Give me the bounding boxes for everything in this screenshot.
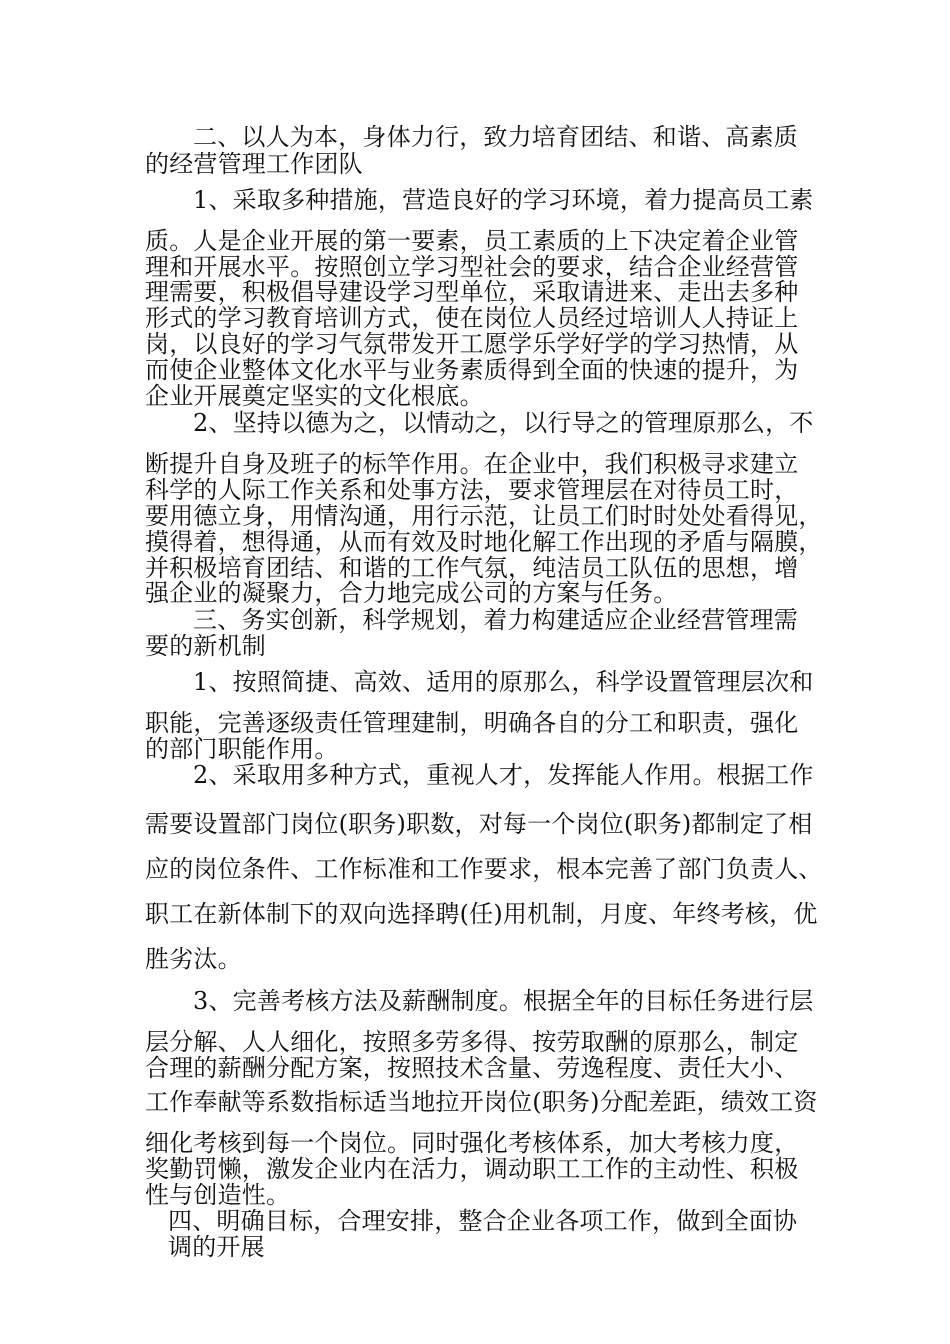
paragraph-line: 要用德立身，用情沟通，用行示范，让员工们时时处处看得见， bbox=[145, 502, 823, 530]
paragraph-line: 合理的薪酬分配方案，按照技术含量、劳逸程度、责任大小、 bbox=[145, 1054, 799, 1082]
paragraph-line: 理需要，积极倡导建设学习型单位，采取请进来、走出去多种 bbox=[145, 278, 799, 306]
paragraph-line: 2、采取用多种方式，重视人才，发挥能人作用。根据工作 bbox=[193, 761, 814, 789]
paragraph-line: 的部门职能作用。 bbox=[145, 735, 339, 763]
paragraph-line: 细化考核到每一个岗位。同时强化考核体系，加大考核力度， bbox=[145, 1129, 799, 1157]
paragraph-line: 强企业的凝聚力，合力地完成公司的方案与任务。 bbox=[145, 579, 678, 607]
paragraph-line: 胜劣汰。 bbox=[145, 945, 242, 973]
paragraph-line: 摸得着，想得通，从而有效及时地化解工作出现的矛盾与隔膜， bbox=[145, 528, 823, 556]
paragraph-line: 质。人是企业开展的第一要素，员工素质的上下决定着企业管 bbox=[145, 227, 799, 255]
paragraph-line: 需要设置部门岗位(职务)职数，对每一个岗位(职务)都制定了相 bbox=[145, 810, 813, 838]
paragraph-line: 性与创造性。 bbox=[145, 1181, 291, 1209]
paragraph-line: 应的岗位条件、工作标准和工作要求，根本完善了部门负责人、 bbox=[145, 855, 823, 883]
paragraph-line: 1、采取多种措施，营造良好的学习环境，着力提高员工素 bbox=[193, 186, 814, 214]
paragraph-line: 工作奉献等系数指标适当地拉开岗位(职务)分配差距，绩效工资 bbox=[145, 1088, 818, 1116]
heading-line: 四、明确目标，合理安排，整合企业各项工作，做到全面协 bbox=[168, 1207, 798, 1235]
paragraph-line: 岗，以良好的学习气氛带发开工愿学乐学好学的学习热情，从 bbox=[145, 330, 799, 358]
paragraph-line: 断提升自身及班子的标竿作用。在企业中，我们积极寻求建立 bbox=[145, 450, 799, 478]
paragraph-line: 职能，完善逐级责任管理建制，明确各自的分工和职责，强化 bbox=[145, 709, 799, 737]
paragraph-line: 而使企业整体文化水平与业务素质得到全面的快速的提升，为 bbox=[145, 356, 799, 384]
heading-line: 要的新机制 bbox=[145, 632, 266, 660]
paragraph-line: 3、完善考核方法及薪酬制度。根据全年的目标任务进行层 bbox=[193, 987, 814, 1015]
heading-line: 的经营管理工作团队 bbox=[145, 150, 363, 178]
paragraph-line: 奖勤罚懒，激发企业内在活力，调动职工工作的主动性、积极 bbox=[145, 1155, 799, 1183]
paragraph-line: 层分解、人人细化，按照多劳多得、按劳取酬的原那么，制定 bbox=[145, 1028, 799, 1056]
paragraph-line: 形式的学习教育培训方式，使在岗位人员经过培训人人持证上 bbox=[145, 304, 799, 332]
paragraph-line: 职工在新体制下的双向选择聘(任)用机制，月度、年终考核，优 bbox=[145, 900, 818, 928]
paragraph-line: 并积极培育团结、和谐的工作气氛，纯洁员工队伍的思想，增 bbox=[145, 554, 799, 582]
paragraph-line: 企业开展奠定坚实的文化根底。 bbox=[145, 382, 484, 410]
heading-line: 二、以人为本，身体力行，致力培育团结、和谐、高素质 bbox=[193, 123, 798, 151]
paragraph-line: 1、按照简捷、高效、适用的原那么，科学设置管理层次和 bbox=[193, 668, 814, 696]
paragraph-line: 理和开展水平。按照创立学习型社会的要求，结合企业经营管 bbox=[145, 253, 799, 281]
paragraph-line: 2、坚持以德为之，以情动之，以行导之的管理原那么，不 bbox=[193, 409, 814, 437]
heading-line: 三、务实创新，科学规划，着力构建适应企业经营管理需 bbox=[193, 606, 798, 634]
paragraph-line: 科学的人际工作关系和处事方法，要求管理层在对待员工时， bbox=[145, 476, 799, 504]
heading-line: 调的开展 bbox=[168, 1233, 265, 1261]
